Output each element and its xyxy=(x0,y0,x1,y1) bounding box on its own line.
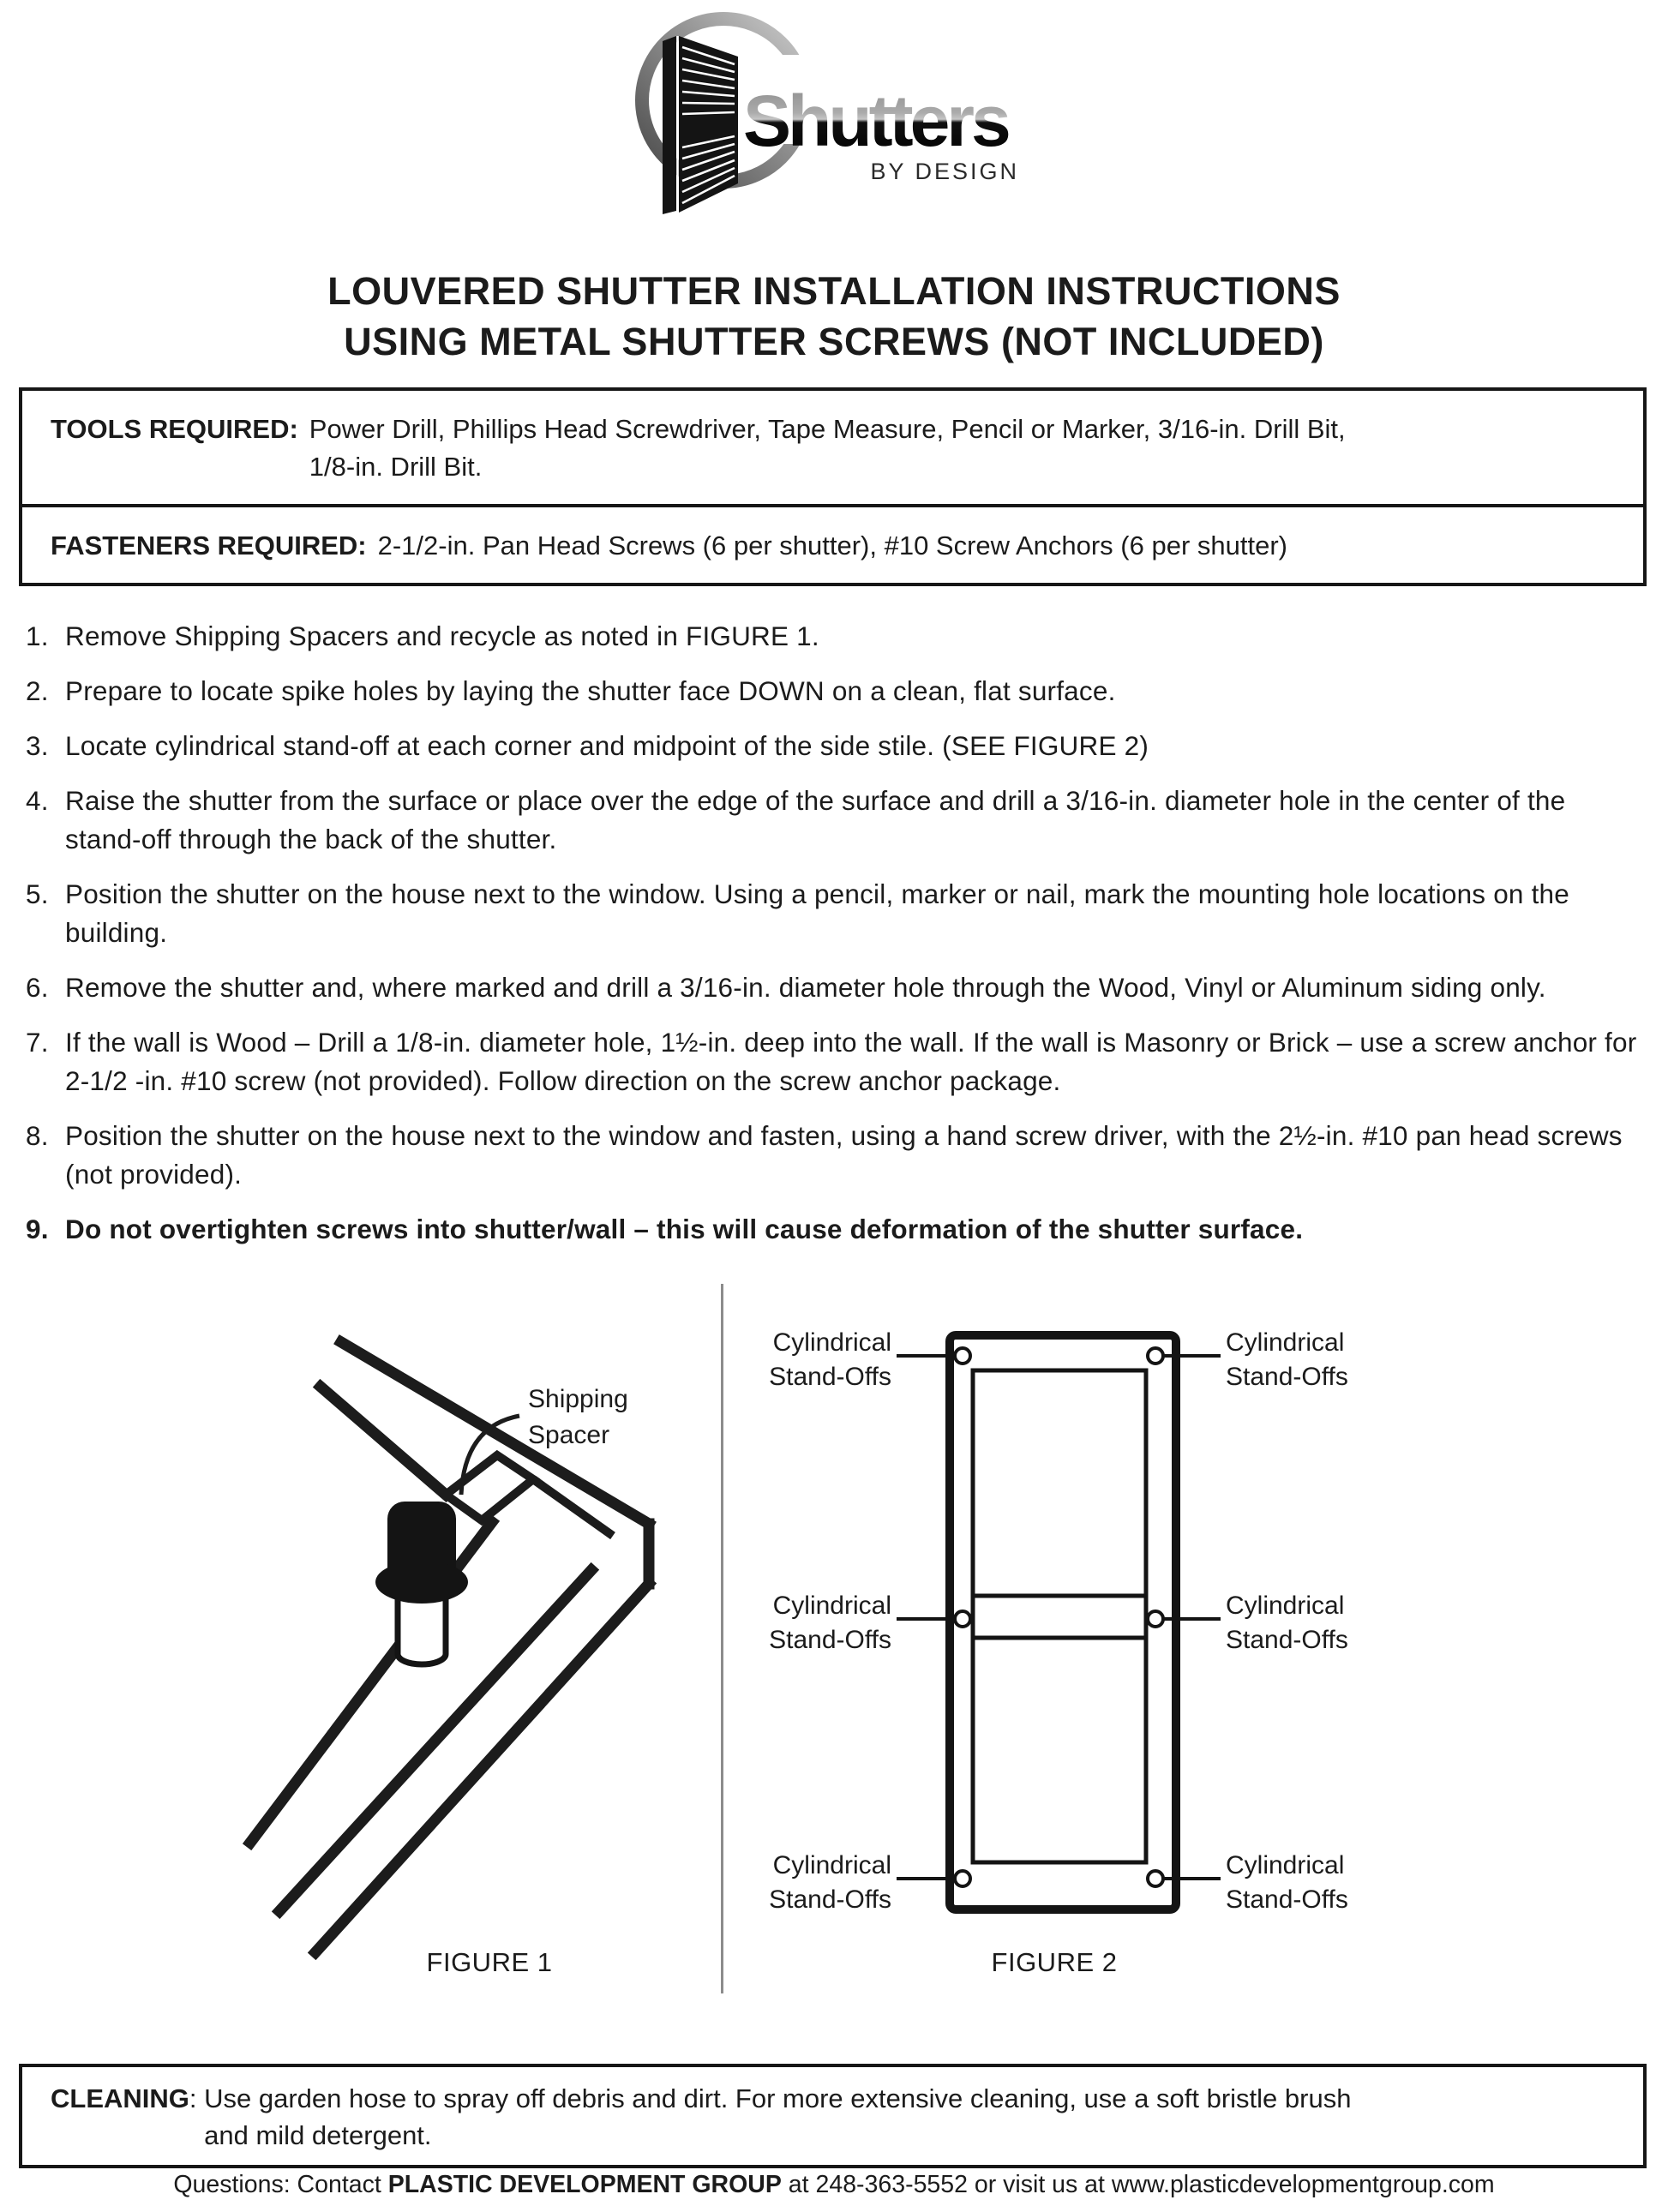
standoff-label-top-right-line1: Cylindrical xyxy=(1226,1328,1345,1357)
standoff-label-mid-left-line1: Cylindrical xyxy=(772,1592,891,1620)
step-text: Do not overtighten screws into shutter/wall – this will cause deformation of the shutter surface. xyxy=(65,1214,1304,1244)
step-text: If the wall is Wood – Drill a 1/8-in. diameter hole, 1½-in. deep into the wall. If the wall is Masonry or Brick – use a screw anchor for 2-1/2 -in. #10 screw (not provided). Follow direction on the screw anchor package. xyxy=(65,1027,1637,1096)
step-number: 8. xyxy=(26,1120,49,1151)
page-title-line2: USING METAL SHUTTER SCREWS (NOT INCLUDED) xyxy=(344,320,1324,363)
shutter-panel-icon xyxy=(663,36,738,214)
step-number: 7. xyxy=(26,1027,49,1058)
figure1-caption: FIGURE 1 xyxy=(426,1947,553,1977)
step-number: 3. xyxy=(26,730,49,761)
step-row-4 xyxy=(26,782,1647,859)
requirements-box xyxy=(19,387,1647,586)
page-title xyxy=(0,266,1668,367)
tools-line2: 1/8-in. Drill Bit. xyxy=(309,452,483,482)
step-text: Position the shutter on the house next to the window. Using a pencil, marker or nail, mark the mounting hole locations on the building. xyxy=(65,878,1569,948)
step-text: Remove the shutter and, where marked and drill a 3/16-in. diameter hole through the Wood, Vinyl or Aluminum siding only. xyxy=(65,972,1546,1003)
shutter-corner-drawing-icon xyxy=(214,1311,694,1980)
step-number: 5. xyxy=(26,878,49,909)
standoff-label-bottom-right-line1: Cylindrical xyxy=(1226,1851,1345,1879)
cleaning-label: CLEANING: xyxy=(51,2083,197,2113)
cleaning-box xyxy=(19,2064,1647,2168)
step-number: 6. xyxy=(26,972,49,1003)
step-row-3 xyxy=(26,727,1647,765)
standoff-label-top-left-line2: Stand-Offs xyxy=(769,1363,891,1391)
shutter-outer-frame xyxy=(950,1335,1176,1909)
step-number: 9. xyxy=(26,1214,49,1244)
shipping-spacer-icon xyxy=(375,1502,468,1664)
standoff-label-bottom-left-line1: Cylindrical xyxy=(772,1851,891,1879)
step-row-2 xyxy=(26,672,1647,710)
standoff-label-bottom-right-line2: Stand-Offs xyxy=(1226,1885,1348,1914)
footer-prefix: Questions: Contact xyxy=(173,2171,388,2198)
step-text: Prepare to locate spike holes by laying the shutter face DOWN on a clean, flat surface. xyxy=(65,675,1116,706)
figure1-illustration xyxy=(214,1311,694,1980)
tools-required-text xyxy=(309,411,1628,486)
step-row-7 xyxy=(26,1023,1647,1100)
brand-wordmark: Shutters xyxy=(743,81,1008,161)
brand-logo xyxy=(628,3,1041,214)
fasteners-required-text: 2-1/2-in. Pan Head Screws (6 per shutter), #10 Screw Anchors (6 per shutter) xyxy=(377,531,1287,560)
step-row-8 xyxy=(26,1117,1647,1194)
step-text: Remove Shipping Spacers and recycle as noted in FIGURE 1. xyxy=(65,620,819,651)
cleaning-line2: and mild detergent. xyxy=(204,2120,432,2150)
figure-divider xyxy=(721,1284,723,1993)
figure2-caption: FIGURE 2 xyxy=(991,1947,1118,1977)
standoff-circles xyxy=(955,1348,1163,1886)
shutter-inner-panel xyxy=(973,1370,1146,1862)
standoff-label-mid-left-line2: Stand-Offs xyxy=(769,1626,891,1654)
cleaning-line1: Use garden hose to spray off debris and dirt. For more extensive cleaning, use a soft bristle brush xyxy=(204,2083,1352,2113)
tools-required-label: TOOLS REQUIRED: xyxy=(51,414,298,444)
fasteners-required-section xyxy=(22,507,1643,583)
footer-contact-line xyxy=(0,2171,1668,2199)
brand-tagline: BY DESIGN xyxy=(870,159,1019,184)
step-row-5 xyxy=(26,875,1647,952)
shutter-back-drawing-icon xyxy=(737,1320,1371,1988)
step-number: 1. xyxy=(26,620,49,651)
fasteners-required-label: FASTENERS REQUIRED: xyxy=(51,531,367,560)
standoff-label-bottom-left-line2: Stand-Offs xyxy=(769,1885,891,1914)
step-row-6 xyxy=(26,968,1647,1007)
step-number: 2. xyxy=(26,675,49,706)
step-text: Raise the shutter from the surface or place over the edge of the surface and drill a 3/16-in. diameter hole in the center of the stand-off through the back of the shutter. xyxy=(65,785,1566,854)
stand-off-ledge xyxy=(446,1455,533,1520)
shipping-spacer-label-line1: Shipping xyxy=(528,1385,628,1413)
step-row-1 xyxy=(26,617,1647,656)
figure2-diagram xyxy=(737,1320,1371,1988)
page-title-line1: LOUVERED SHUTTER INSTALLATION INSTRUCTIONS xyxy=(327,269,1341,313)
shipping-spacer-label-line2: Spacer xyxy=(528,1421,610,1449)
shutters-logo-icon xyxy=(628,3,1041,214)
step-text: Locate cylindrical stand-off at each corner and midpoint of the side stile. (SEE FIGURE 2) xyxy=(65,730,1149,761)
step-text: Position the shutter on the house next to the window and fasten, using a hand screw driver, with the 2½-in. #10 pan head screws (not provided). xyxy=(65,1120,1623,1190)
step-number: 4. xyxy=(26,785,49,816)
footer-company: PLASTIC DEVELOPMENT GROUP xyxy=(387,2171,782,2198)
instruction-steps xyxy=(26,617,1647,1265)
standoff-label-mid-right-line1: Cylindrical xyxy=(1226,1592,1345,1620)
standoff-label-top-right-line2: Stand-Offs xyxy=(1226,1363,1348,1391)
cleaning-text xyxy=(204,2080,1628,2154)
tools-required-section xyxy=(22,391,1643,507)
standoff-label-mid-right-line2: Stand-Offs xyxy=(1226,1626,1348,1654)
footer-suffix: at 248-363-5552 or visit us at www.plasticdevelopmentgroup.com xyxy=(781,2171,1495,2198)
standoff-label-top-left-line1: Cylindrical xyxy=(772,1328,891,1357)
step-row-9 xyxy=(26,1210,1647,1249)
tools-line1: Power Drill, Phillips Head Screwdriver, Tape Measure, Pencil or Marker, 3/16-in. Drill Bit, xyxy=(309,414,1346,444)
